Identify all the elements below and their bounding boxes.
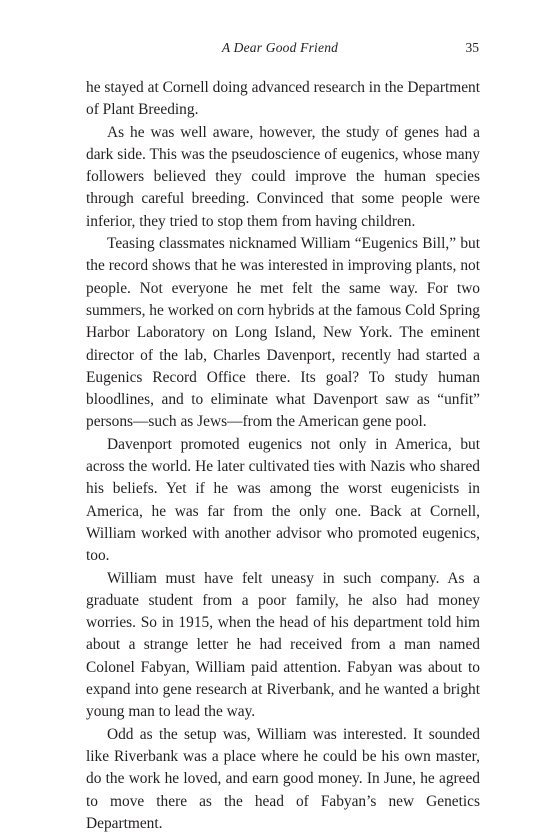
running-head [0, 40, 560, 60]
running-title: A Dear Good Friend [221, 40, 339, 55]
paragraph-4: Davenport promoted eugenics not only in America, but across the world. He later cultivated ties with Nazis who shared his beliefs. Yet if he was among the worst eugenicists in America, he was far from the only one. Back at Cornell, William worked with another advisor who promoted eugenics, too. [86, 435, 480, 565]
paragraph-1: he stayed at Cornell doing advanced research in the Department of Plant Breeding. [86, 79, 480, 119]
paragraph-2: As he was well aware, however, the study of genes had a dark side. This was the pseudoscience of eugenics, whose many followers believed they could improve the human species through careful breeding. Convinced that some people were inferior, they tried to stop them from having children. [86, 123, 480, 230]
page-number: 35 [465, 40, 479, 55]
body-text [86, 77, 480, 835]
paragraph-3: Teasing classmates nicknamed William “Eugenics Bill,” but the record shows that he was interested in improving plants, not people. Not everyone he met felt the same way. For two summers, he worked on corn hybrids at the famous Cold Spring Harbor Laboratory on Long Island, New York. The eminent director of the lab, Charles Davenport, recently had started a Eugenics Record Office there. Its goal? To study human bloodlines, and to eliminate what Davenport saw as “unfit” persons—such as Jews—from the American gene pool. [86, 235, 480, 431]
paragraph-6: Odd as the setup was, William was interested. It sounded like Riverbank was a place where he could be his own master, do the work he loved, and earn good money. In June, he agreed to move there as the head of Fabyan’s new Genetics Department. [86, 725, 480, 832]
paragraph-5: William must have felt uneasy in such company. As a graduate student from a poor family, he also had money worries. So in 1915, when the head of his department told him about a strange letter he had received from a man named Colonel Fabyan, William paid attention. Fabyan was about to expand into gene research at Riverbank, and he wanted a bright young man to lead the way. [86, 569, 480, 721]
